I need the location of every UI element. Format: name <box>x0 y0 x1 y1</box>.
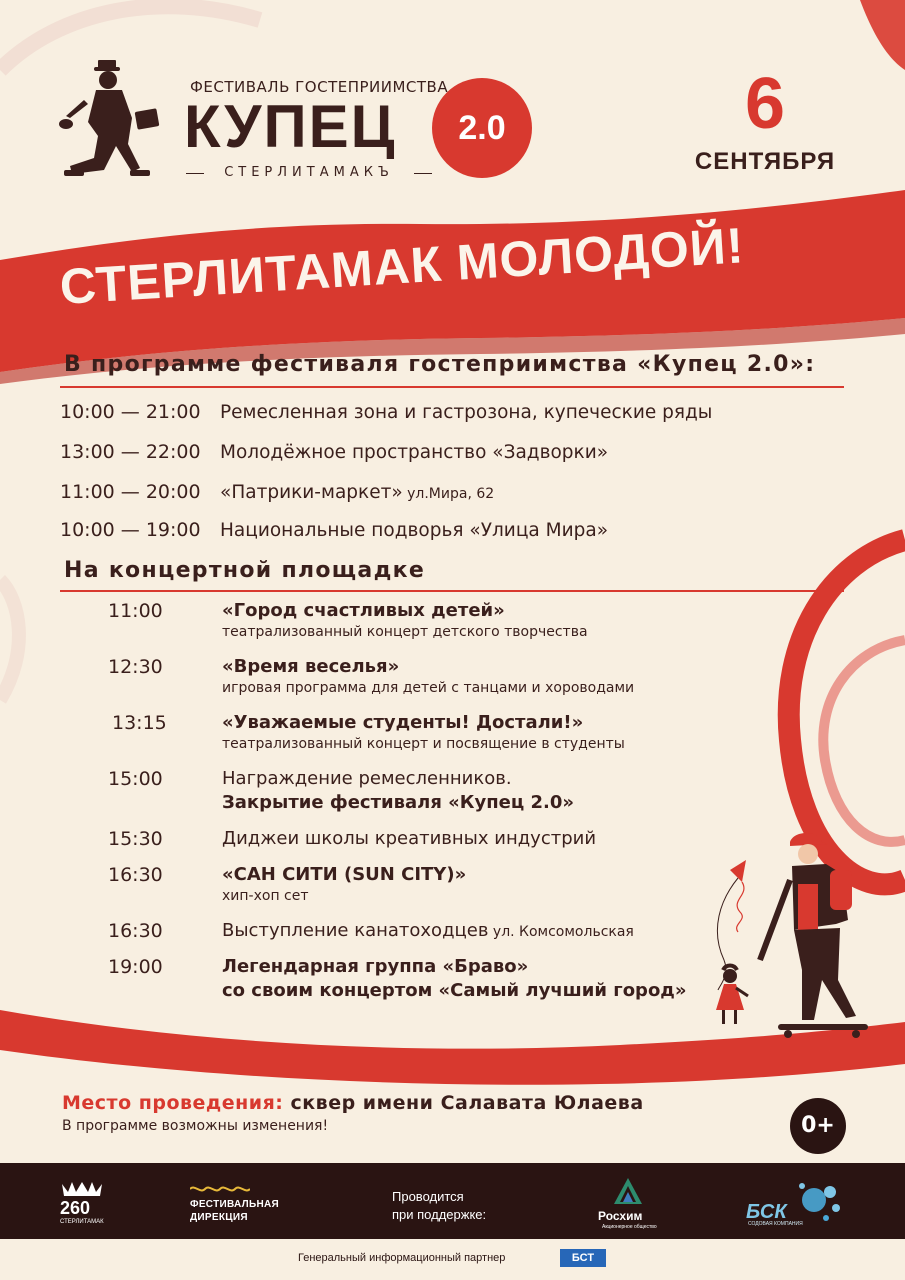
concert-item <box>222 827 596 851</box>
concert-time: 12:30 <box>108 656 163 678</box>
event-date-day: 6 <box>744 64 786 144</box>
concert-line: Выступление канатоходцев <box>222 920 489 941</box>
logo-260-city: СТЕРЛИТАМАК <box>60 1219 104 1225</box>
concert-time: 16:30 <box>108 864 163 886</box>
concert-item <box>222 955 686 1003</box>
program-text: «Патрики-маркет» <box>220 482 403 503</box>
venue-line <box>62 1092 644 1114</box>
logo-260-number: 260 <box>60 1198 91 1218</box>
program-address: ул.Мира, 62 <box>402 486 495 502</box>
bsk-splash-icon <box>792 1178 844 1226</box>
venue-value: сквер имени Салавата Юлаева <box>283 1092 644 1114</box>
support-text-line2: при поддержке: <box>392 1207 487 1222</box>
concert-time: 15:00 <box>108 768 163 790</box>
program-row <box>60 481 494 511</box>
concert-time: 11:00 <box>108 600 163 622</box>
concert-line: Награждение ремесленников. <box>222 768 512 789</box>
bsk-subtitle: СОДОВАЯ КОМПАНИЯ <box>748 1221 803 1227</box>
concert-title: «Время веселья» <box>222 656 400 677</box>
venue-label: Место проведения: <box>62 1092 284 1114</box>
festival-subtitle: ФЕСТИВАЛЬ ГОСТЕПРИИМСТВА <box>190 78 449 96</box>
family-kite-illustration-icon <box>690 820 880 1050</box>
concert-item <box>222 767 574 815</box>
concert-line: Закрытие фестиваля «Купец 2.0» <box>222 792 575 813</box>
concert-time: 13:15 <box>112 712 167 734</box>
concert-heading: На концертной площадке <box>64 558 426 583</box>
concert-title: «Уважаемые студенты! Достали!» <box>222 712 584 733</box>
program-time: 10:00 — 21:00 <box>60 401 201 423</box>
concert-subtitle: театрализованный концерт детского творчества <box>222 624 588 640</box>
concert-title: «САН СИТИ (SUN CITY)» <box>222 864 467 885</box>
program-heading: В программе фестиваля гостеприимства «Купец 2.0»: <box>64 352 816 377</box>
concert-address: ул. Комсомольская <box>488 924 634 940</box>
program-row <box>60 519 608 549</box>
festival-direction-line1: ФЕСТИВАЛЬНАЯ <box>190 1199 279 1210</box>
concert-item <box>222 711 625 753</box>
concert-item <box>222 863 466 905</box>
festival-direction-line2: ДИРЕКЦИЯ <box>190 1212 248 1223</box>
merchant-logo-icon <box>58 58 168 186</box>
concert-item <box>222 919 634 943</box>
program-row <box>60 441 608 471</box>
program-text: Молодёжное пространство «Задворки» <box>220 442 609 463</box>
concert-time: 15:30 <box>108 828 163 850</box>
program-time: 11:00 — 20:00 <box>60 481 201 503</box>
concert-item <box>222 599 588 641</box>
partner-text: Генеральный информационный партнер <box>298 1252 506 1264</box>
divider <box>60 590 844 592</box>
concert-time: 19:00 <box>108 956 163 978</box>
rosshim-logo-icon <box>612 1176 644 1208</box>
program-text: Ремесленная зона и гастрозона, купеческие ряды <box>220 402 713 423</box>
bst-logo: БСТ <box>560 1249 606 1267</box>
rosshim-name: Росхим <box>598 1209 643 1223</box>
concert-subtitle: хип-хоп сет <box>222 888 309 904</box>
festival-name: КУПЕЦ <box>184 93 397 160</box>
concert-time: 16:30 <box>108 920 163 942</box>
age-rating-badge: 0+ <box>790 1098 846 1154</box>
concert-item <box>222 655 634 697</box>
concert-subtitle: игровая программа для детей с танцами и хороводами <box>222 680 635 696</box>
rosshim-subtitle: Акционерное общество <box>602 1224 657 1230</box>
concert-subtitle: театрализованный концерт и посвящение в студенты <box>222 736 625 752</box>
support-text-line1: Проводится <box>392 1189 464 1204</box>
concert-line: со своим концертом «Самый лучший город» <box>222 980 687 1001</box>
city-name: СТЕРЛИТАМАКЪ <box>186 162 432 184</box>
concert-title: «Город счастливых детей» <box>222 600 505 621</box>
concert-line: Легендарная группа «Браво» <box>222 956 529 977</box>
banner-title: СТЕРЛИТАМАК МОЛОДОЙ! <box>58 217 746 315</box>
divider <box>60 386 844 388</box>
program-row <box>60 401 712 431</box>
festival-version-badge: 2.0 <box>432 78 532 178</box>
festival-direction-wave-icon <box>190 1184 250 1194</box>
concert-line: Диджеи школы креативных индустрий <box>222 828 597 849</box>
program-time: 10:00 — 19:00 <box>60 519 201 541</box>
program-time: 13:00 — 22:00 <box>60 441 201 463</box>
event-date-month: СЕНТЯБРЯ <box>694 148 836 175</box>
program-text: Национальные подворья «Улица Мира» <box>220 520 609 541</box>
bsk-name: БСК <box>746 1201 787 1223</box>
changes-note: В программе возможны изменения! <box>62 1118 329 1134</box>
